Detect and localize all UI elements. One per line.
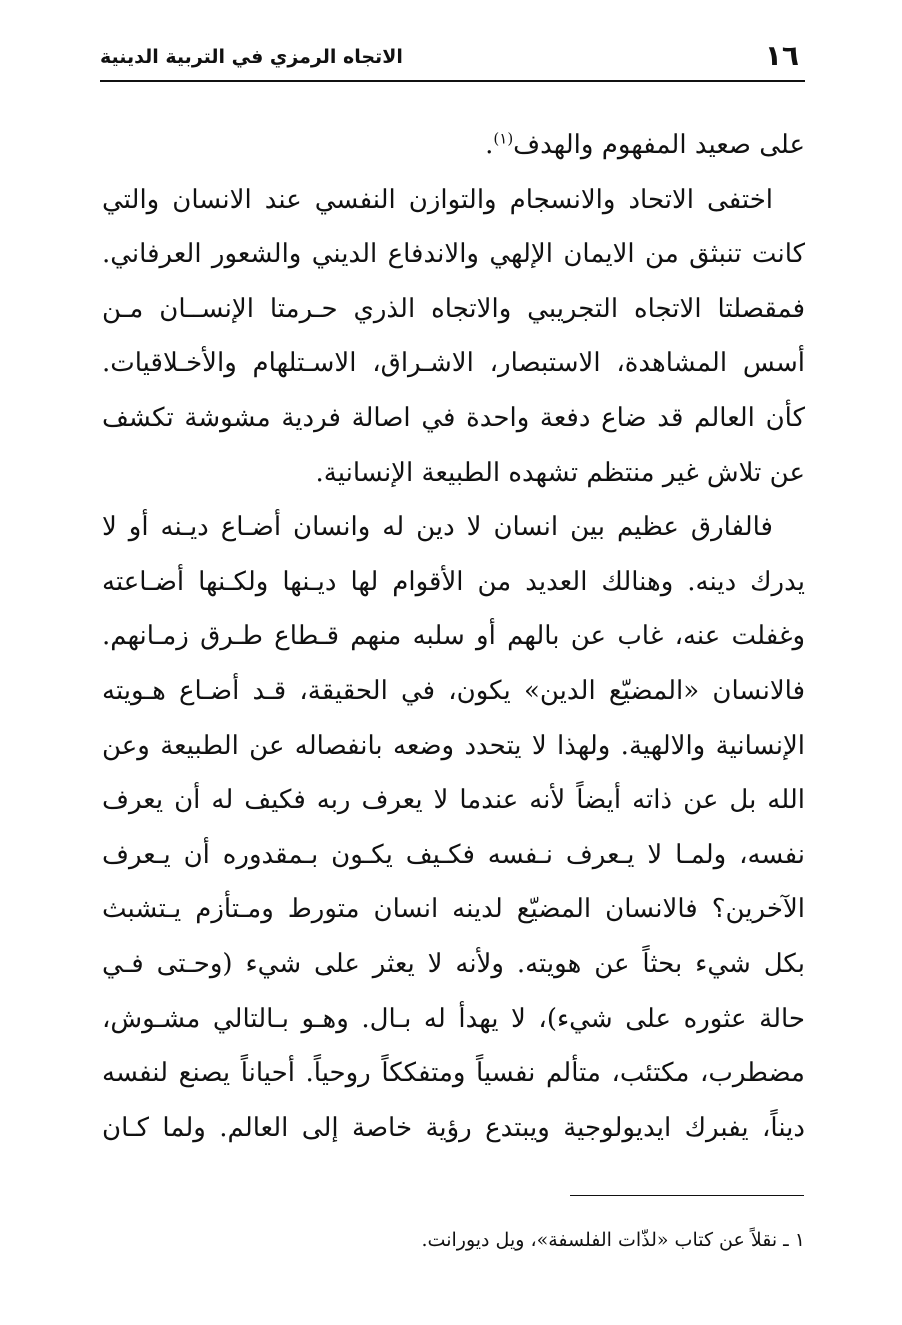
text-line: كأن العالم قد ضاع دفعة واحدة في اصالة فردية مشوشة تكشف bbox=[102, 402, 805, 433]
text-line: فالانسان «المضيّع الدين» يكون، في الحقيقة، قـد أضـاع هـويته bbox=[102, 675, 805, 706]
text-line: على صعيد المفهوم والهدف$^{(١)}$. bbox=[485, 129, 805, 160]
text-line: وغفلت عنه، غاب عن بالهم أو سلبه منهم قـطاع طـرق زمـانهم. bbox=[102, 621, 805, 652]
text-line: يدرك دينه. وهنالك العديد من الأقوام لها ديـنها ولكـنها أضـاعته bbox=[102, 566, 805, 597]
text-line: بكل شيء بحثاً عن هويته. ولأنه لا يعثر على شيء (وحـتى فـي bbox=[102, 948, 805, 979]
text-line: حالة عثوره على شيء)، لا يهدأ له بـال. وهـو بـالتالي مشـوش، bbox=[102, 1003, 805, 1034]
text-line: كانت تنبثق من الايمان الإلهي والاندفاع الديني والشعور العرفاني. bbox=[102, 239, 805, 270]
text-line: عن تلاش غير منتظم تشهده الطبيعة الإنسانية. bbox=[315, 457, 805, 488]
footnote-marker: (١) bbox=[493, 129, 514, 148]
text-line: ديناً، يفبرك ايديولوجية ويبتدع رؤية خاصة إلى العالم. ولما كـان bbox=[102, 1112, 805, 1143]
text-line: فمقصلتا الاتجاه التجريبي والاتجاه الذري حـرمتا الإنســان مـن bbox=[102, 293, 805, 324]
text-line: الله بل عن ذاته أيضاً لأنه عندما لا يعرف ربه فكيف له أن يعرف bbox=[102, 785, 805, 816]
text-line: نفسه، ولمـا لا يـعرف نـفسه فكـيف يكـون بـمقدوره أن يـعرف bbox=[102, 839, 805, 870]
text-line: اختفى الاتحاد والانسجام والتوازن النفسي عند الانسان والتي bbox=[102, 184, 774, 215]
footnote-rule bbox=[570, 1195, 804, 1196]
body-text bbox=[102, 118, 805, 1155]
running-title: الاتجاه الرمزي في التربية الدينية bbox=[100, 46, 403, 68]
page-number: ١٦ bbox=[764, 39, 799, 72]
footnote: ١ ـ نقلاً عن كتاب «لذّات الفلسفة»، ويل ديورانت. bbox=[421, 1229, 805, 1251]
header-rule bbox=[100, 80, 805, 82]
text-line: الإنسانية والالهية. ولهذا لا يتحدد وضعه بانفصاله عن الطبيعة وعن bbox=[102, 730, 805, 761]
text-line: فالفارق عظيم بين انسان لا دين له وانسان أضـاع ديـنه أو لا bbox=[102, 512, 773, 543]
text-line: مضطرب، مكتئب، متألم نفسياً ومتفككاً روحياً. أحياناً يصنع لنفسه bbox=[102, 1058, 805, 1089]
text-line: أسس المشاهدة، الاستبصار، الاشـراق، الاسـتلهام والأخـلاقيات. bbox=[102, 348, 805, 379]
page-header bbox=[100, 38, 805, 80]
text-line: الآخرين؟ فالانسان المضيّع لدينه انسان متورط ومـتأزم يـتشبث bbox=[102, 894, 805, 925]
